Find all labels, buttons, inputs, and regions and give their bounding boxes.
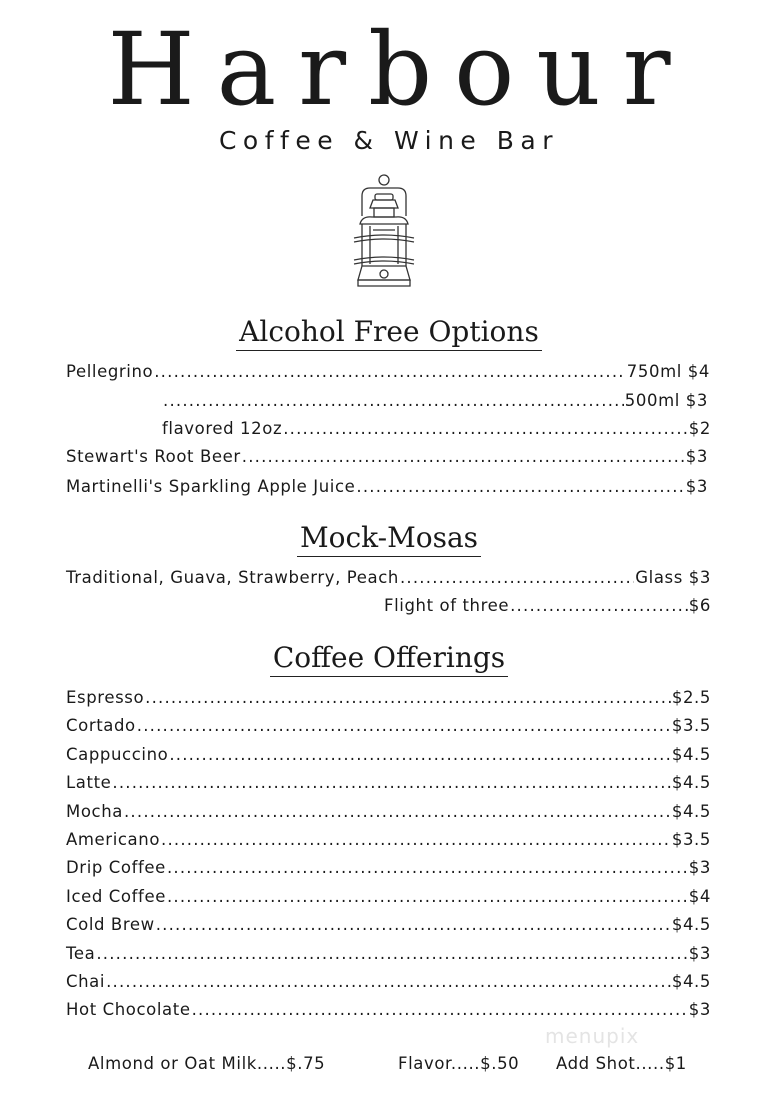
item-name: Martinelli's Sparkling Apple Juice <box>66 477 356 496</box>
menu-item <box>66 1000 711 1020</box>
item-name: Latte <box>66 773 112 793</box>
dot-leader <box>137 716 671 736</box>
item-price: $4.5 <box>671 972 711 991</box>
item-name: Hot Chocolate <box>66 1000 191 1020</box>
dot-leader <box>106 972 671 992</box>
section-heading-coffee: Coffee Offerings <box>0 642 778 674</box>
item-price: 500ml $3 <box>624 391 708 410</box>
menu-item <box>66 773 711 793</box>
watermark: menupix <box>545 1024 640 1048</box>
dot-leader <box>163 391 624 411</box>
item-price: $4.5 <box>671 744 711 764</box>
item-price: $2 <box>688 419 711 438</box>
menu-item <box>66 830 711 850</box>
dot-leader <box>154 362 626 382</box>
dot-leader <box>161 830 671 850</box>
addon-flavor: Flavor.....$.50 <box>398 1054 520 1073</box>
menu-item <box>66 716 711 736</box>
dot-leader <box>192 1000 688 1020</box>
item-name: flavored 12oz <box>162 419 283 438</box>
item-name: Espresso <box>66 688 145 707</box>
dot-leader <box>112 773 670 793</box>
menu-item <box>66 362 710 382</box>
dot-leader <box>169 745 671 765</box>
dot-leader <box>145 688 671 708</box>
restaurant-subtitle: Coffee & Wine Bar <box>218 126 560 155</box>
dot-leader <box>510 596 688 616</box>
dot-leader <box>124 802 671 822</box>
item-name: Pellegrino <box>66 362 154 381</box>
dot-leader <box>356 477 684 497</box>
item-price: $3 <box>685 447 708 466</box>
item-name: Americano <box>66 830 161 849</box>
item-price: $3.5 <box>671 830 711 849</box>
item-price: $4 <box>688 886 711 906</box>
dot-leader <box>156 915 671 935</box>
restaurant-title: Harbour <box>107 11 693 128</box>
lantern-icon <box>348 174 420 292</box>
item-price: $3 <box>688 1000 711 1020</box>
dot-leader <box>400 568 634 588</box>
item-price: $6 <box>688 596 711 615</box>
dot-leader <box>96 944 687 964</box>
item-price: $2.5 <box>671 688 711 707</box>
section-heading-alcohol-free: Alcohol Free Options <box>0 316 778 348</box>
menu-item <box>66 447 708 467</box>
item-price: 750ml $4 <box>626 362 710 381</box>
item-name: Stewart's Root Beer <box>66 447 241 466</box>
menu-item <box>66 915 711 935</box>
item-name: Cortado <box>66 716 136 736</box>
menu-item <box>66 887 711 907</box>
dot-leader <box>242 447 685 467</box>
item-name: Chai <box>66 972 106 991</box>
menu-item <box>66 477 708 497</box>
menu-item <box>66 688 711 708</box>
menu-item <box>66 568 711 588</box>
item-price: $4.5 <box>671 801 711 821</box>
item-name: Mocha <box>66 801 123 821</box>
menu-item <box>162 391 708 411</box>
addon-shot: Add Shot.....$1 <box>556 1054 687 1073</box>
menu-item <box>66 944 711 964</box>
dot-leader <box>167 887 688 907</box>
item-name: Traditional, Guava, Strawberry, Peach <box>66 568 399 587</box>
item-price: $3 <box>688 943 711 963</box>
item-name: Drip Coffee <box>66 858 166 878</box>
menu-item <box>162 419 711 439</box>
item-price: $3 <box>685 477 708 496</box>
menu-item <box>66 745 711 765</box>
item-price: $4.5 <box>671 773 711 793</box>
item-name: Iced Coffee <box>66 886 166 906</box>
addon-milk: Almond or Oat Milk.....$.75 <box>88 1054 326 1073</box>
item-price: Glass $3 <box>635 568 711 587</box>
section-heading-mock-mosas: Mock-Mosas <box>0 522 778 554</box>
item-price: $3.5 <box>671 716 711 736</box>
dot-leader <box>283 419 688 439</box>
menu-item <box>66 802 711 822</box>
item-name: Tea <box>66 943 96 963</box>
item-name: Cappuccino <box>66 744 169 764</box>
item-name: Flight of three <box>384 596 510 615</box>
item-price: $4.5 <box>671 915 711 935</box>
menu-item <box>66 858 711 878</box>
item-price: $3 <box>688 858 711 878</box>
item-name: Cold Brew <box>66 915 155 935</box>
dot-leader <box>167 858 688 878</box>
menu-item <box>384 596 711 616</box>
menu-item <box>66 972 711 992</box>
